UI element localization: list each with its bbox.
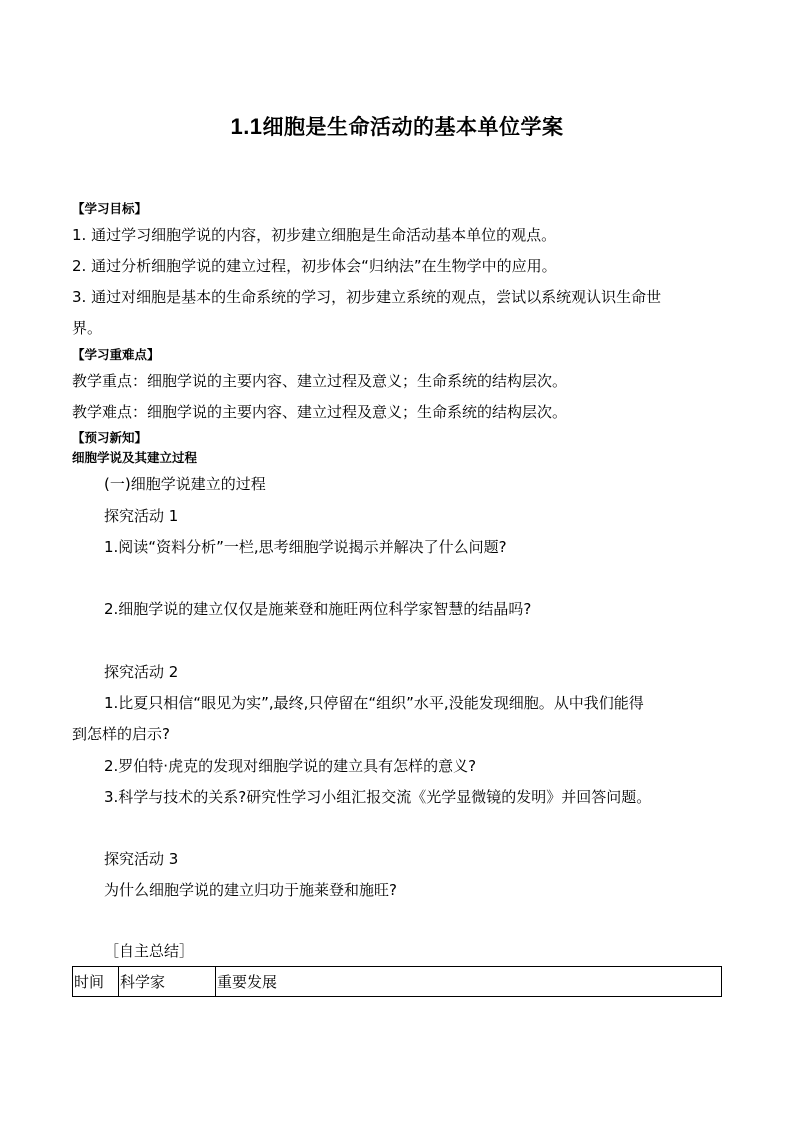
- goals-heading: 【学习目标】: [72, 201, 148, 216]
- activity-2-question-2: 2.罗伯特·虎克的发现对细胞学说的建立具有怎样的意义?: [104, 757, 477, 775]
- table-header-development: 重要发展: [216, 967, 722, 997]
- key-point-difficulty: 教学难点：细胞学说的主要内容、建立过程及意义；生命系统的结构层次。: [72, 403, 568, 421]
- activity-3-label: 探究活动 3: [104, 850, 179, 868]
- title-text: 细胞是生命活动的基本单位学案: [262, 115, 564, 139]
- goal-item-1: 1. 通过学习细胞学说的内容，初步建立细胞是生命活动基本单位的观点。: [72, 226, 557, 244]
- activity-1-label: 探究活动 1: [104, 507, 179, 525]
- table-header-time: 时间: [73, 967, 119, 997]
- activity-2-question-1-continued: 到怎样的启示?: [72, 725, 170, 743]
- part-one-title: (一)细胞学说建立的过程: [104, 475, 266, 493]
- goal-item-3-continued: 界。: [72, 319, 103, 337]
- preview-subheading: 细胞学说及其建立过程: [72, 450, 198, 465]
- table-row: [73, 967, 722, 997]
- activity-3-question-1: 为什么细胞学说的建立归功于施莱登和施旺?: [104, 881, 397, 899]
- goal-item-2: 2. 通过分析细胞学说的建立过程，初步体会“归纳法”在生物学中的应用。: [72, 257, 557, 275]
- table-header-scientist: 科学家: [119, 967, 216, 997]
- title-number: 1.1: [230, 114, 263, 139]
- activity-2-question-1: 1.比夏只相信“眼见为实”,最终,只停留在“组织”水平,没能发现细胞。从中我们能得: [104, 694, 644, 712]
- preview-heading: 【预习新知】: [72, 430, 148, 445]
- activity-1-question-2: 2.细胞学说的建立仅仅是施莱登和施旺两位科学家智慧的结晶吗?: [104, 600, 532, 618]
- goal-item-3: 3. 通过对细胞是基本的生命系统的学习，初步建立系统的观点，尝试以系统观认识生命世: [72, 288, 662, 306]
- key-point-focus: 教学重点：细胞学说的主要内容、建立过程及意义；生命系统的结构层次。: [72, 372, 568, 390]
- key-points-heading: 【学习重难点】: [72, 347, 160, 362]
- activity-2-label: 探究活动 2: [104, 663, 179, 681]
- summary-label: ［自主总结］: [104, 942, 195, 960]
- activity-2-question-3: 3.科学与技术的关系?研究性学习小组汇报交流《光学显微镜的发明》并回答问题。: [104, 788, 652, 806]
- summary-table: [72, 966, 722, 997]
- activity-1-question-1: 1.阅读“资料分析”一栏,思考细胞学说揭示并解决了什么问题?: [104, 538, 507, 556]
- page-title: [0, 111, 794, 141]
